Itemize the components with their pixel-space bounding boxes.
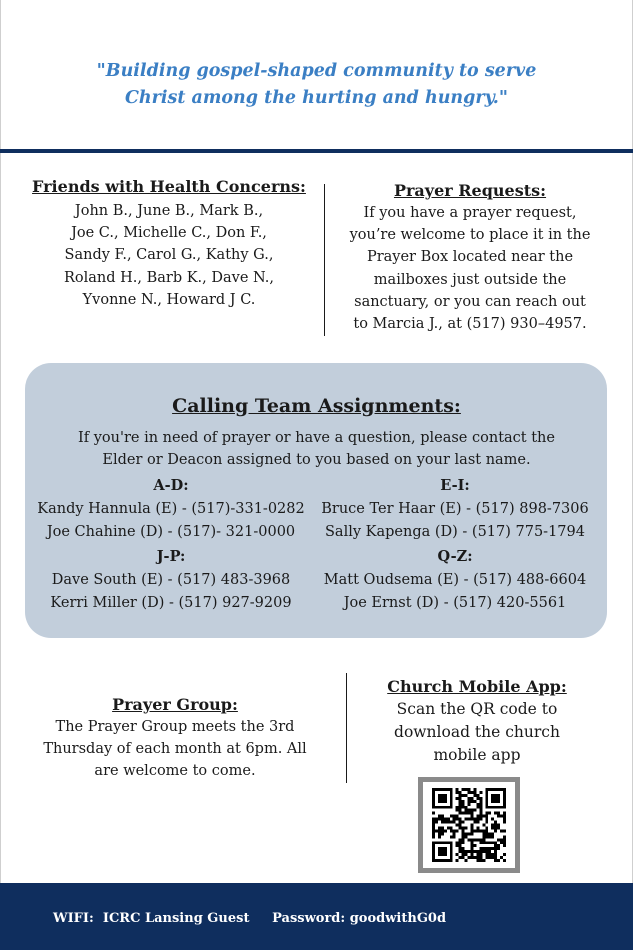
prayer-group-text	[20, 716, 330, 783]
group-heading: Q-Z:	[437, 548, 473, 565]
qr-code-icon[interactable]	[432, 788, 506, 862]
text-line: you’re welcome to place it in the	[349, 227, 591, 244]
text-line: Prayer Box located near the	[366, 249, 574, 266]
health-concerns-section	[14, 177, 324, 311]
qr-code-frame[interactable]	[418, 777, 520, 873]
text-line: download the church	[394, 723, 560, 741]
text-line: mailboxes just outside the	[373, 271, 567, 288]
wifi-info	[53, 911, 446, 926]
column-divider-bottom	[346, 673, 347, 783]
text-line: to Marcia J., at (517) 930–4957.	[353, 316, 587, 333]
text-line: Scan the QR code to	[396, 700, 558, 718]
list-line: Joe C., Michelle C., Don F.,	[71, 225, 267, 242]
contact-line: Joe Chahine (D) - (517)- 321-0000	[46, 524, 296, 540]
tagline-line: Christ among the hurting and hungry."	[124, 88, 508, 108]
calling-team-intro	[0, 427, 633, 471]
tagline-line: "Building gospel-shaped community to serve	[96, 61, 537, 81]
list-line: Yvonne N., Howard J C.	[82, 291, 256, 308]
prayer-group-section	[20, 695, 330, 783]
contact-line: Joe Ernst (D) - (517) 420-5561	[343, 595, 567, 611]
wifi-password: goodwithG0d	[349, 911, 447, 926]
wifi-network-name: ICRC Lansing Guest	[102, 911, 250, 926]
text-line: The Prayer Group meets the 3rd	[55, 719, 295, 735]
list-line: John B., June B., Mark B.,	[74, 203, 264, 219]
contact-line: Kandy Hannula (E) - (517)-331-0282	[37, 500, 305, 517]
mobile-app-title: Church Mobile App:	[387, 677, 567, 696]
intro-line: Elder or Deacon assigned to you based on your last name.	[102, 452, 531, 469]
wifi-label: WIFI:	[53, 911, 94, 926]
prayer-group-title: Prayer Group:	[112, 695, 238, 714]
contact-line: Matt Oudsema (E) - (517) 488-6604	[323, 571, 587, 588]
text-line: If you have a prayer request,	[363, 205, 577, 221]
header-divider	[0, 149, 633, 153]
prayer-requests-section	[328, 181, 612, 335]
contact-line: Kerri Miller (D) - (517) 927-9209	[50, 595, 292, 611]
group-heading: A-D:	[153, 477, 189, 494]
health-concerns-title: Friends with Health Concerns:	[32, 177, 306, 196]
tagline	[0, 58, 633, 112]
list-line: Roland H., Barb K., Dave N.,	[63, 269, 275, 286]
text-line: mobile app	[433, 746, 521, 764]
mobile-app-section	[352, 677, 602, 767]
contact-line: Bruce Ter Haar (E) - (517) 898-7306	[321, 500, 589, 517]
calling-group-e-i	[305, 474, 605, 545]
text-line: Thursday of each month at 6pm. All	[43, 741, 307, 758]
calling-group-a-d	[21, 474, 321, 545]
mobile-app-text	[352, 698, 602, 767]
calling-team-title: Calling Team Assignments:	[172, 395, 461, 417]
calling-group-q-z	[305, 545, 605, 616]
intro-line: If you're in need of prayer or have a question, please contact the	[78, 430, 555, 446]
footer-bar	[0, 883, 633, 950]
list-line: Sandy F., Carol G., Kathy G.,	[64, 247, 274, 264]
prayer-requests-title: Prayer Requests:	[393, 181, 547, 200]
group-heading: E-I:	[440, 477, 470, 494]
prayer-requests-text	[328, 202, 612, 335]
calling-group-j-p	[21, 545, 321, 616]
password-label: Password:	[272, 911, 346, 926]
contact-line: Sally Kapenga (D) - (517) 775-1794	[324, 524, 585, 540]
contact-line: Dave South (E) - (517) 483-3968	[51, 571, 291, 588]
column-divider-top	[324, 184, 325, 336]
page-left-edge	[0, 0, 1, 950]
group-heading: J-P:	[156, 548, 186, 565]
text-line: are welcome to come.	[94, 763, 256, 780]
text-line: sanctuary, or you can reach out	[354, 293, 586, 310]
health-concerns-list	[14, 200, 324, 311]
